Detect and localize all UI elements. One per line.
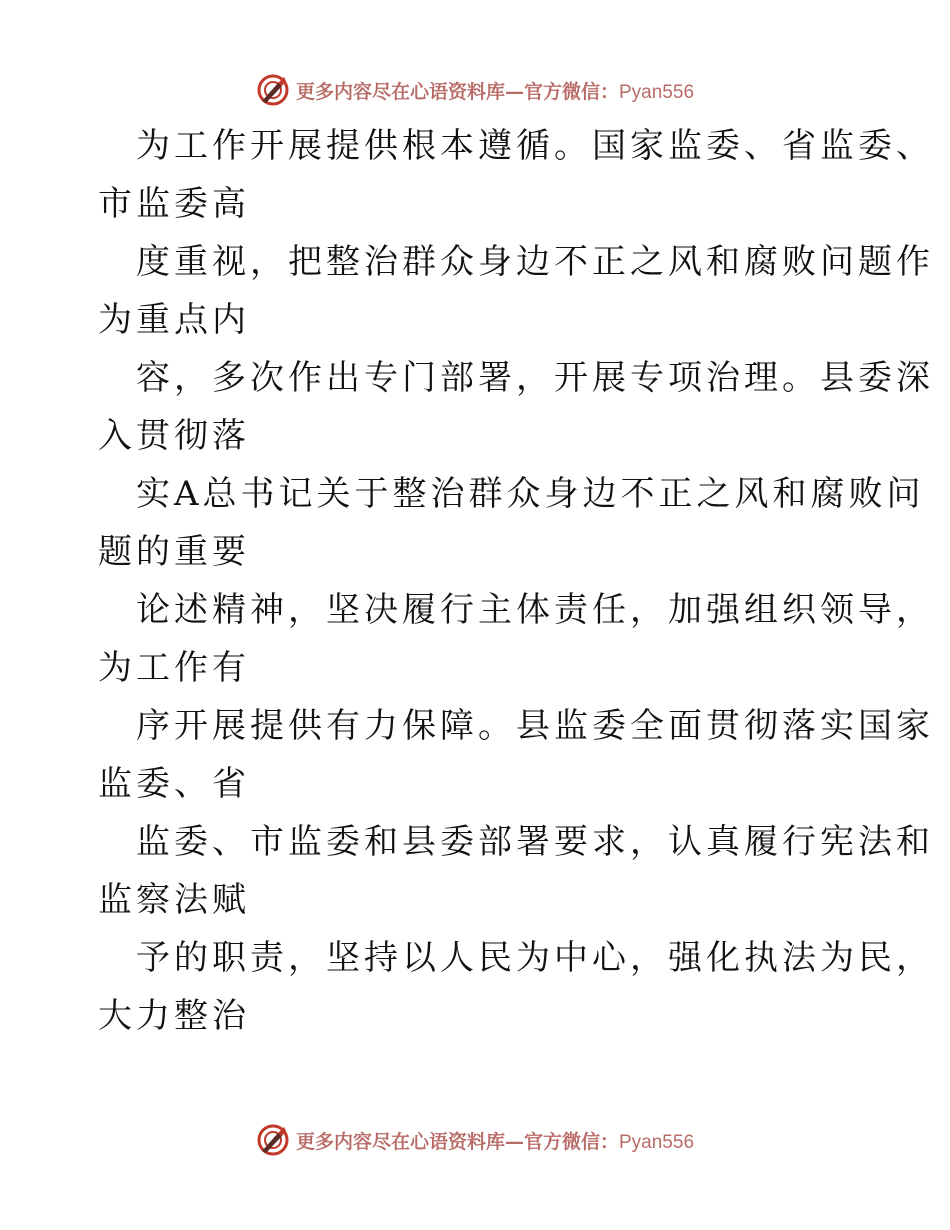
- logo-icon: [256, 1123, 290, 1157]
- text-line-7: 实A总书记关于整治群众身边不正之风和腐败问: [136, 474, 925, 514]
- text-line-3: 度重视，把整治群众身边不正之风和腐败问题作: [136, 242, 934, 282]
- text-line-12: 监委、省: [98, 764, 250, 804]
- footer-banner: [0, 1120, 950, 1160]
- text-line-2: 市监委高: [98, 184, 250, 224]
- header-banner-text: [296, 77, 694, 104]
- footer-wechat-handle: Pyan556: [619, 1131, 695, 1153]
- footer-separator: —: [504, 1130, 524, 1153]
- text-line-11: 序开展提供有力保障。县监委全面贯彻落实国家: [136, 706, 934, 746]
- text-line-15: 予的职责，坚持以人民为中心，强化执法为民，: [136, 938, 934, 978]
- footer-banner-text: [296, 1127, 694, 1154]
- text-line-13: 监委、市监委和县委部署要求，认真履行宪法和: [136, 822, 934, 862]
- header-banner: [0, 70, 950, 110]
- logo-icon: [256, 73, 290, 107]
- text-line-5: 容，多次作出专门部署，开展专项治理。县委深: [136, 358, 934, 398]
- header-wechat-label: 官方微信：: [523, 80, 619, 103]
- footer-brand-text: 更多内容尽在心语资料库: [295, 1130, 505, 1153]
- header-banner-inner: [256, 73, 694, 107]
- header-brand-text: 更多内容尽在心语资料库: [295, 80, 505, 103]
- text-line-8: 题的重要: [98, 532, 250, 572]
- footer-wechat-label: 官方微信：: [523, 1130, 619, 1153]
- text-line-9: 论述精神，坚决履行主体责任，加强组织领导，: [136, 590, 934, 630]
- text-line-6: 入贯彻落: [98, 416, 250, 456]
- text-line-4: 为重点内: [98, 300, 250, 340]
- text-line-1: 为工作开展提供根本遵循。国家监委、省监委、: [136, 126, 934, 166]
- header-wechat-handle: Pyan556: [619, 81, 695, 103]
- text-line-14: 监察法赋: [98, 880, 250, 920]
- footer-banner-inner: [256, 1123, 694, 1157]
- header-separator: —: [504, 80, 524, 103]
- text-line-10: 为工作有: [98, 648, 250, 688]
- text-line-16: 大力整治: [98, 996, 250, 1036]
- document-body: [98, 117, 934, 1045]
